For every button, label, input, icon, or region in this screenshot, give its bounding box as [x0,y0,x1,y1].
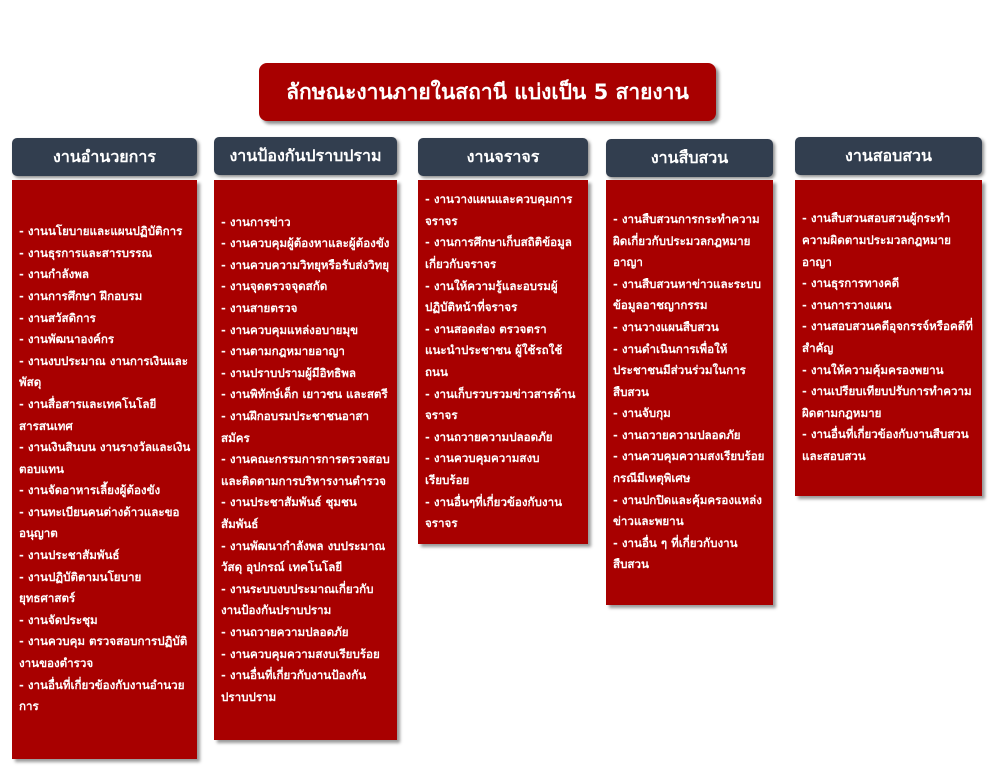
column-box-inquiry [795,180,982,496]
list-item: - งานระบบงบประมาณเกี่ยวกับงานป้องกันปราบปราม [221,581,374,618]
list-item: - งานควบคุมแหล่งอบายมุข [221,322,359,337]
list-item: - งานการวางแผน [802,297,892,312]
list-item: - งานอื่นที่เกี่ยวข้องกับงานอำนวยการ [19,677,185,714]
list-item: - งานสื่อสารและเทคโนโลยีสารสนเทศ [19,396,157,433]
list-item: - งานทะเบียนคนต่างด้าวและขออนุญาต [19,504,180,541]
list-item: - งานพัฒนากำลังพล งบประมาณ วัสดุ อุปกรณ์ เทคโนโลยี [221,538,386,575]
list-item: - งานฝึกอบรมประชาชนอาสาสมัคร [221,409,369,445]
list-item: - งานจุดตรวจจุดสกัด [221,279,328,294]
list-item: - งานจัดอาหารเลี้ยงผู้ต้องขัง [19,483,161,498]
list-item: - งานถวายความปลอดภัย [221,624,349,639]
list-item: - งานปกปิดและคุ้มครองแหล่งข่าวและพยาน [613,492,762,529]
list-item: - งานเก็บรวบรวมข่าวสารด้านจราจร [425,386,576,423]
list-item: - งานสืบสวนการกระทำความผิดเกี่ยวกับประมวลกฎหมายอาญา [613,211,760,270]
list-item: - งานการศึกษาเก็บสถิติข้อมูลเกี่ยวกับจราจร [425,235,572,272]
list-item: - งานควบคุมความสงบเรียบร้อย [425,451,540,487]
list-item: - งานจัดประชุม [19,612,98,627]
column-box-traffic [418,180,588,544]
list-item: - งานสวัสดิการ [19,310,96,325]
column-box-crime-prevention [214,180,397,740]
list-item: - งานวางแผนและควบคุมการจราจร [425,192,573,228]
list-item: - งานปฏิบัติตามนโยบายยุทธศาสตร์ [19,569,142,606]
column-header-traffic: งานจราจร [418,138,588,176]
list-item: - งานประชาสัมพันธ์ ชุมชนสัมพันธ์ [221,495,357,531]
list-item: - งานพัฒนาองค์กร [19,332,115,347]
list-item: - งานควบความวิทยุหรือรับส่งวิทยุ [221,257,390,272]
list-item: - งานให้ความรู้และอบรมผู้ปฏิบัติหน้าที่จราจร [425,278,558,315]
column-list-crime-prevention [221,212,391,709]
list-item: - งานพิทักษ์เด็ก เยาวชน และสตรี [221,387,388,402]
list-item: - งานอื่นๆที่เกี่ยวข้องกับงานจราจร [425,494,563,531]
list-item: - งานงบประมาณ งานการเงินและพัสดุ [19,353,188,390]
list-item: - งานประชาสัมพันธ์ [19,548,120,563]
column-list-traffic [425,189,582,535]
column-list-investigation [613,209,767,576]
list-item: - งานถวายความปลอดภัย [613,427,741,442]
list-item: - งานดำเนินการเพื่อให้ประชาชนมีส่วนร่วมในการสืบสวน [613,341,746,399]
list-item: - งานการข่าว [221,214,291,229]
list-item: - งานสืบสวนหาข่าวและระบบข้อมูลอาชญากรรม [613,276,761,313]
page-title: ลักษณะงานภายในสถานี แบ่งเป็น 5 สายงาน [259,63,716,121]
list-item: - งานให้ความคุ้มครองพยาน [802,362,944,377]
list-item: - งานอื่น ๆ ที่เกี่ยวกับงานสืบสวน [613,535,738,572]
list-item: - งานธุรการและสารบรรณ [19,245,153,260]
list-item: - งานเงินสินบน งานรางวัลและเงินตอบแทน [19,440,191,476]
list-item: - งานตามกฎหมายอาญา [221,344,345,359]
list-item: - งานสอบสวนคดีอุจกรรจ์หรือคดีที่สำคัญ [802,319,973,355]
list-item: - งานการศึกษา ฝึกอบรม [19,288,143,303]
list-item: - งานควบคุมความสงบเรียบร้อย [221,646,380,661]
list-item: - งานควบคุม ตรวจสอบการปฏิบัติงานของตำรวจ [19,634,188,671]
list-item: - งานควบคุมผู้ต้องหาและผู้ต้องขัง [221,236,390,251]
list-item: - งานควบคุมความสงเรียบร้อยกรณีมีเหตุพิเศษ [613,449,765,486]
list-item: - งานเปรียบเทียบปรับการทำความผิดตามกฎหมาย [802,384,972,420]
column-box-administration [12,180,197,759]
list-item: - งานคณะกรรมการการตรวจสอบและติดตามการบริหารงานตำรวจ [221,452,390,488]
list-item: - งานสอดส่อง ตรวจตรา แนะนำประชาชน ผู้ใช้รถใช้ถนน [425,321,563,379]
list-item: - งานกำลังพล [19,267,89,282]
list-item: - งานอื่นที่เกี่ยวกับงานป้องกันปราบปราม [221,668,367,704]
list-item: - งานสืบสวนสอบสวนผู้กระทำความผิดตามประมวลกฎหมายอาญา [802,211,951,269]
list-item: - งานธุรการทางคดี [802,276,900,291]
column-box-investigation [606,180,773,605]
list-item: - งานอื่นที่เกี่ยวข้องกับงานสืบสวนและสอบสวน [802,427,969,463]
column-list-administration [19,221,191,718]
list-item: - งานนโยบายและแผนปฏิบัติการ [19,224,183,239]
column-header-inquiry: งานสอบสวน [795,137,982,175]
column-header-investigation: งานสืบสวน [606,139,773,177]
list-item: - งานถวายความปลอดภัย [425,429,553,444]
column-list-inquiry [802,208,976,467]
list-item: - งานปราบปรามผู้มีอิทธิพล [221,365,357,380]
column-header-crime-prevention: งานป้องกันปราบปราม [214,137,397,175]
list-item: - งานวางแผนสืบสวน [613,319,719,334]
list-item: - งานจับกุม [613,406,671,421]
list-item: - งานสายตรวจ [221,301,298,316]
column-header-administration: งานอำนวยการ [12,138,197,176]
